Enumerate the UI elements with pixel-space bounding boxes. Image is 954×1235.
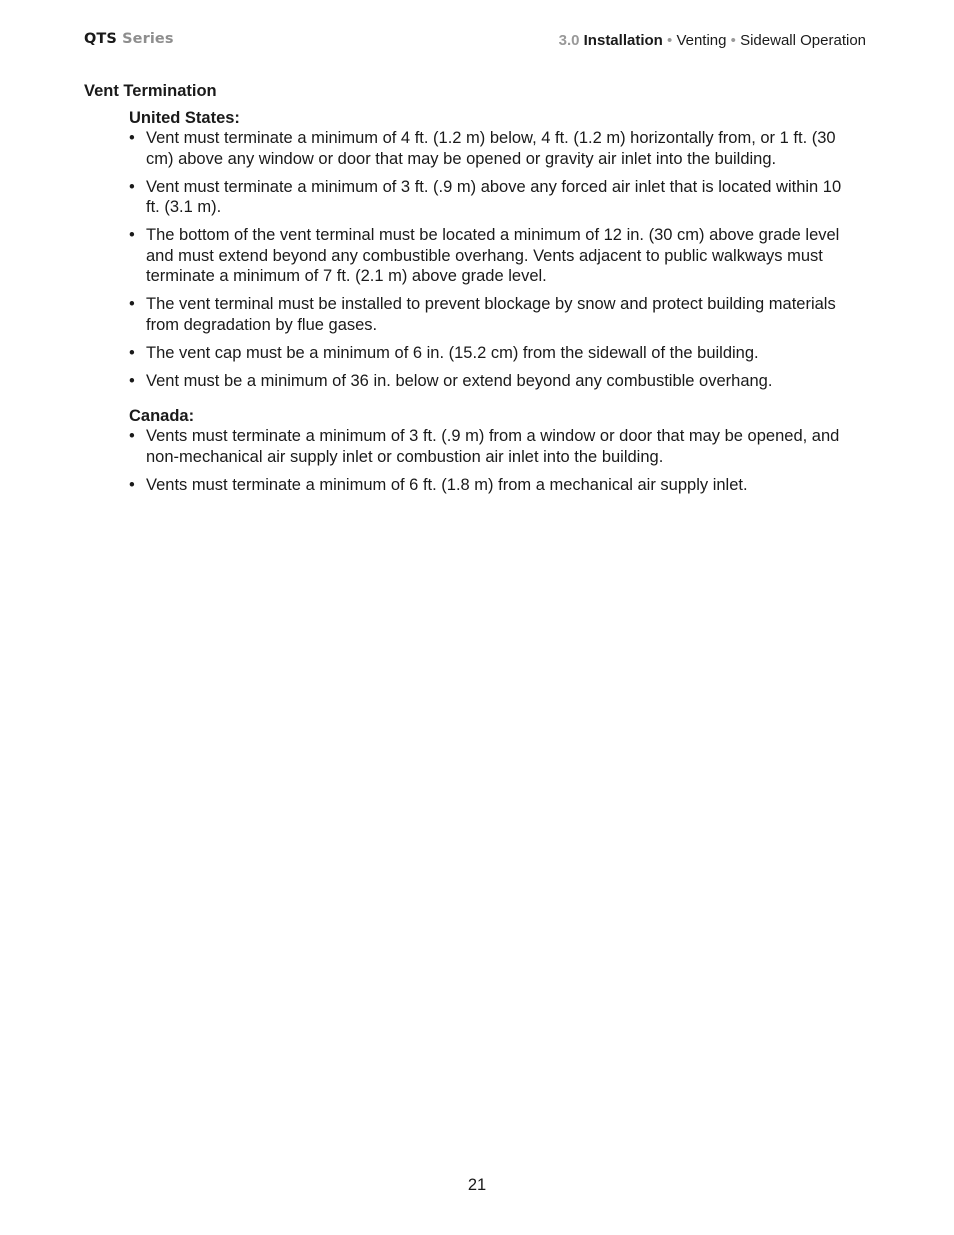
list-item <box>129 475 859 496</box>
header-brand <box>84 31 174 47</box>
bullet-glyph: • <box>129 177 135 196</box>
subsection-sidewall: Sidewall Operation <box>740 32 866 49</box>
canada-heading: Canada: <box>129 407 195 425</box>
section-title: Installation <box>583 32 663 49</box>
list-item <box>129 426 859 467</box>
brand-name: QTS <box>84 31 117 47</box>
list-item <box>129 371 859 392</box>
list-item <box>129 294 859 335</box>
list-item-text: The vent cap must be a minimum of 6 in. (15.2 cm) from the sidewall of the building. <box>146 343 759 362</box>
list-item-text: The bottom of the vent terminal must be located a minimum of 12 in. (30 cm) above grade level and must extend beyond any combustible overhang. Vents adjacent to public walkways must terminate a minimum of 7 ft. (2.1 m) above grade level. <box>146 226 840 285</box>
list-item <box>129 343 859 364</box>
breadcrumb-separator: • <box>667 32 673 49</box>
list-item-text: Vent must terminate a minimum of 4 ft. (1.2 m) below, 4 ft. (1.2 m) horizontally from, or 1 ft. (30 cm) above any window or door that may be opened or gravity air inlet into the building. <box>146 129 836 168</box>
page-number: 21 <box>467 1176 487 1194</box>
bullet-glyph: • <box>129 129 135 147</box>
list-item-text: The vent terminal must be installed to prevent blockage by snow and protect building materials from degradation by flue gases. <box>146 295 836 334</box>
united-states-list <box>129 128 859 391</box>
bullet-glyph: • <box>129 427 135 445</box>
united-states-section <box>129 108 859 399</box>
list-item-text: Vent must be a minimum of 36 in. below or extend beyond any combustible overhang. <box>146 371 773 390</box>
bullet-glyph: • <box>129 295 135 313</box>
canada-section <box>129 406 859 503</box>
brand-series: Series <box>122 31 174 47</box>
breadcrumb-separator: • <box>730 32 736 49</box>
list-item <box>129 128 859 169</box>
header-breadcrumb <box>559 32 866 49</box>
canada-list <box>129 426 859 495</box>
list-item <box>129 225 859 287</box>
bullet-glyph: • <box>129 475 135 494</box>
section-number: 3.0 <box>558 32 580 49</box>
list-item-text: Vents must terminate a minimum of 6 ft. (1.8 m) from a mechanical air supply inlet. <box>146 475 748 494</box>
bullet-glyph: • <box>129 371 135 390</box>
list-item-text: Vent must terminate a minimum of 3 ft. (.9 m) above any forced air inlet that is located within 10 ft. (3.1 m). <box>146 177 842 216</box>
list-item <box>129 177 859 218</box>
united-states-heading: United States: <box>129 109 240 127</box>
page-title: Vent Termination <box>84 82 217 100</box>
subsection-venting: Venting <box>676 32 727 49</box>
bullet-glyph: • <box>129 226 135 244</box>
bullet-glyph: • <box>129 343 135 362</box>
list-item-text: Vents must terminate a minimum of 3 ft. (.9 m) from a window or door that may be opened, and non-mechanical air supply inlet or combustion air inlet into the building. <box>146 427 840 466</box>
